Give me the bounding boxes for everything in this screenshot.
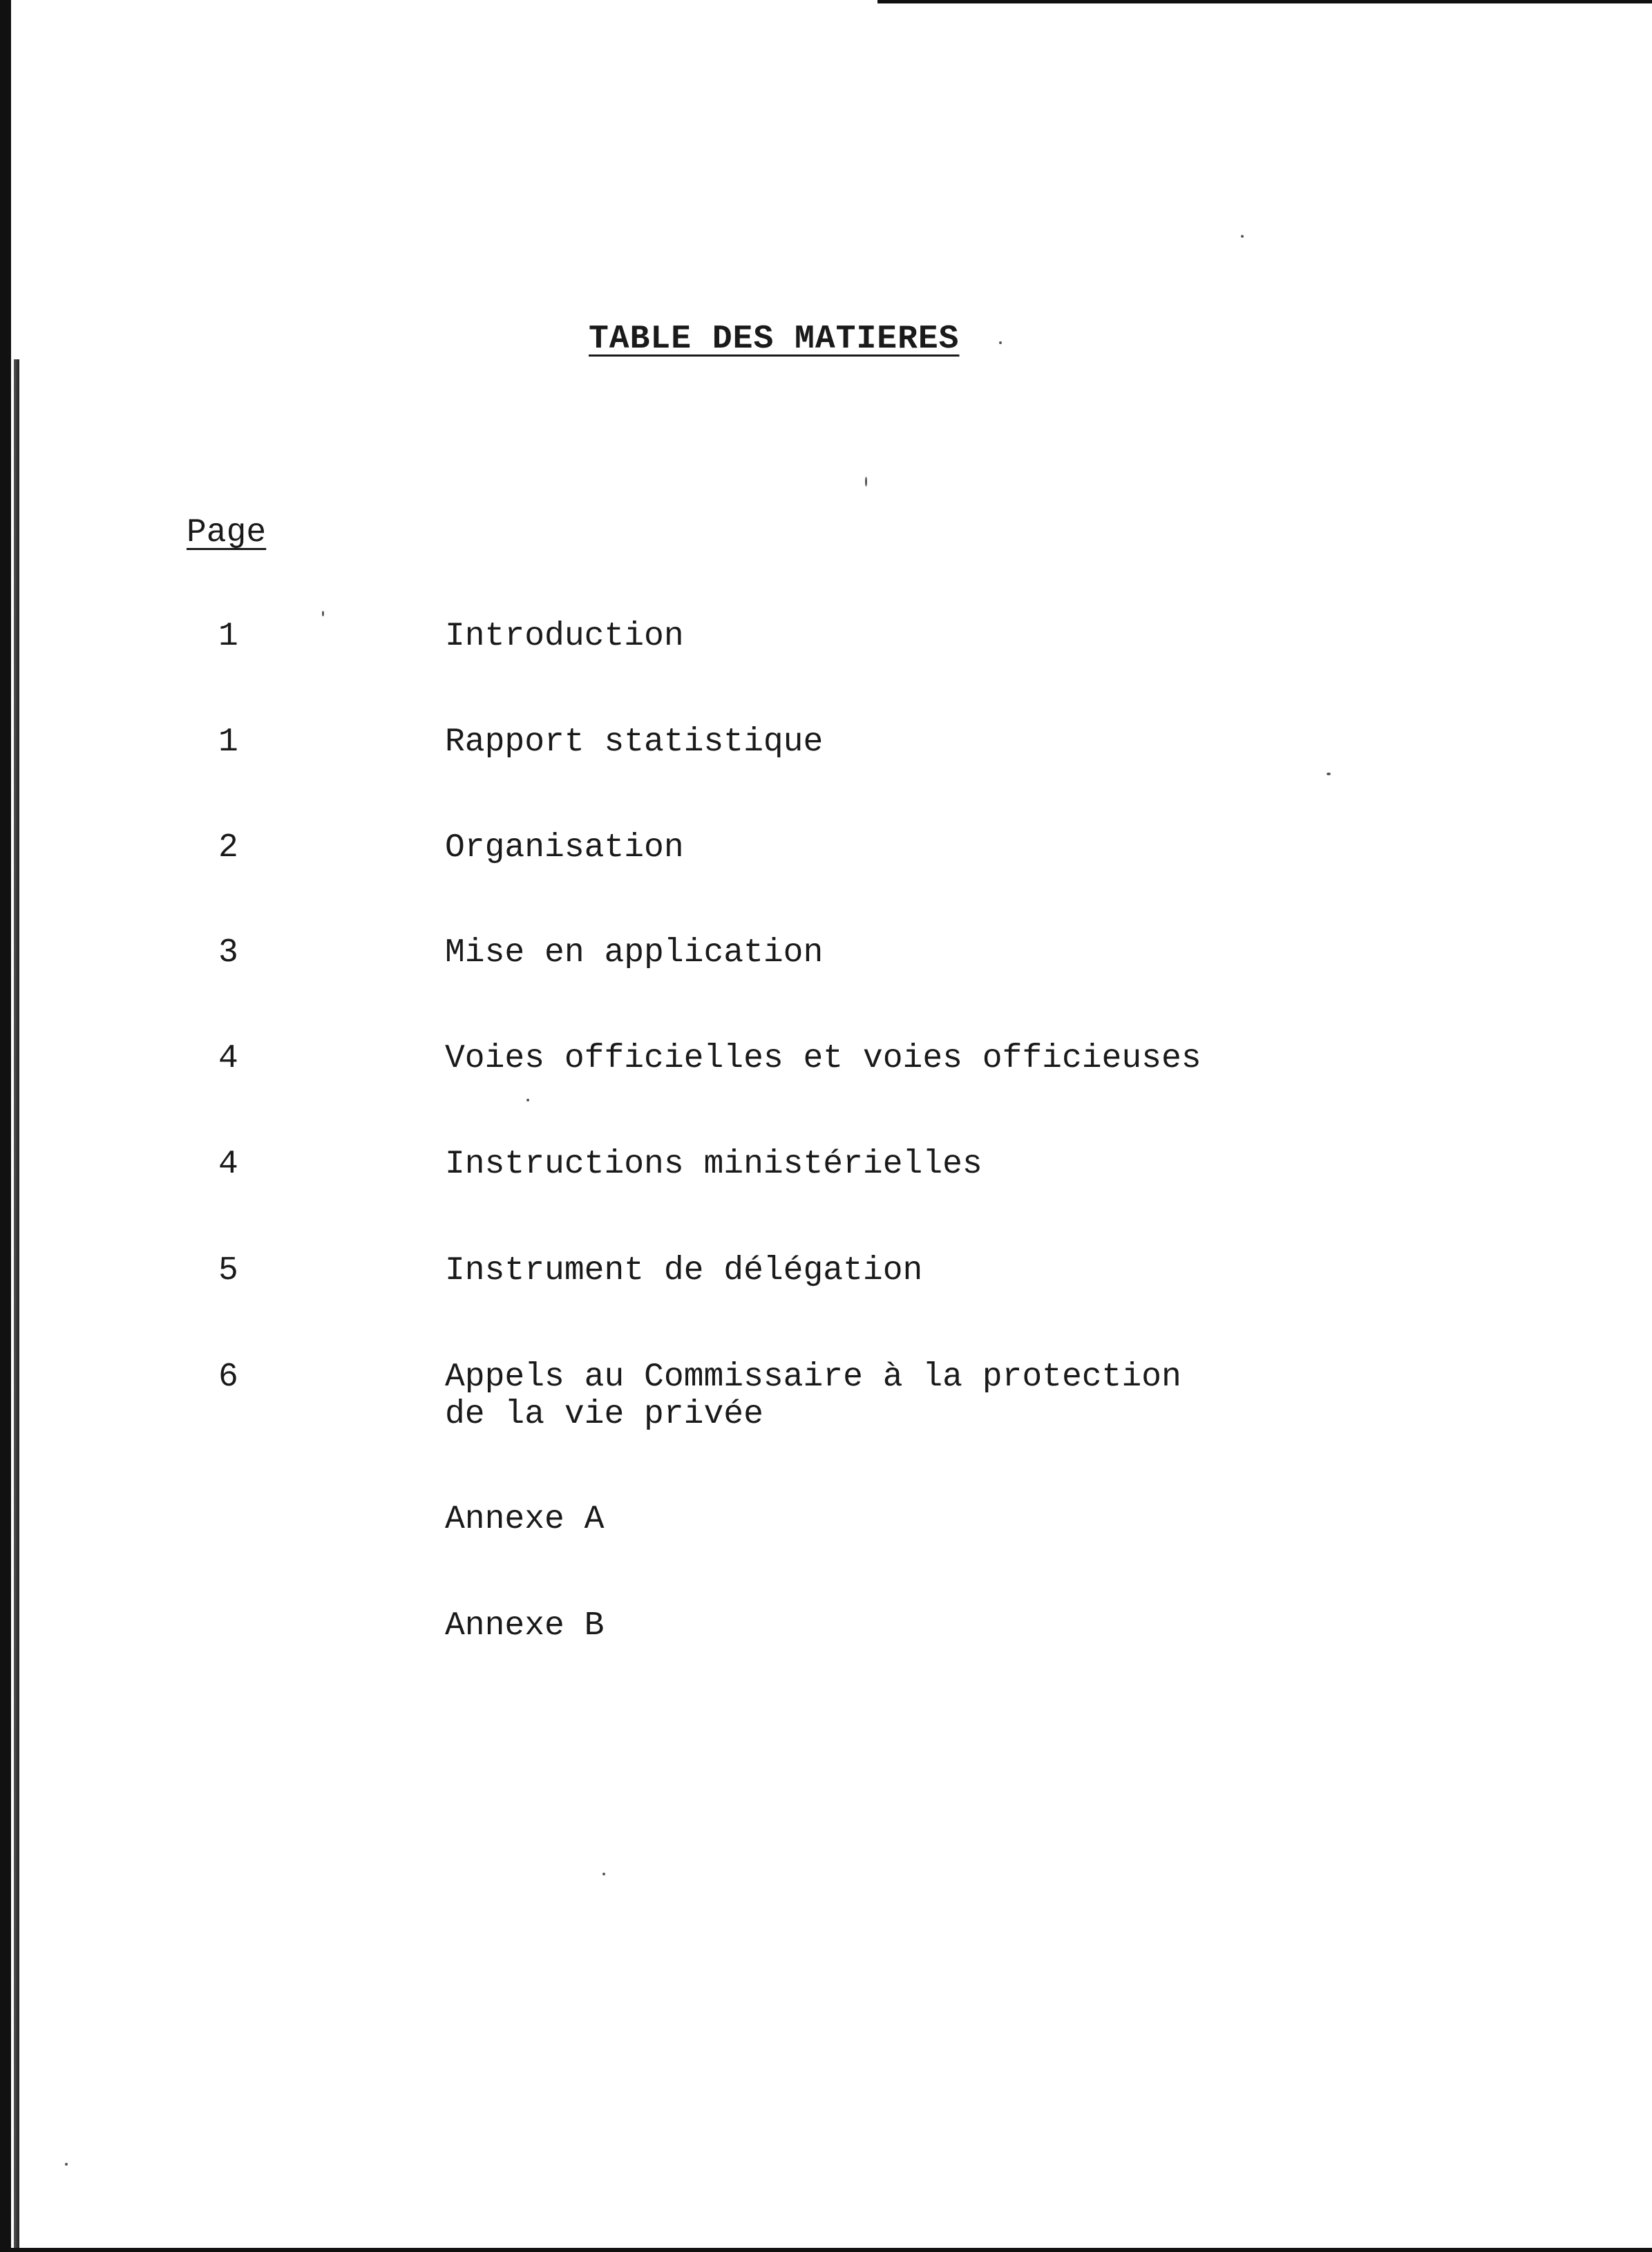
toc-entry-title: Instrument de délégation [445, 1252, 923, 1289]
toc-entry-title: Mise en application [445, 934, 824, 972]
scan-border-top [877, 0, 1652, 3]
toc-page-number: 1 [218, 618, 238, 655]
page-column-header: Page [187, 514, 267, 551]
scan-speck [65, 2163, 68, 2166]
scan-speck [602, 1873, 605, 1875]
scan-border-left-inner [14, 359, 19, 2252]
scan-speck [322, 611, 324, 616]
scan-border-bottom [0, 2248, 1652, 2252]
document-title: TABLE DES MATIERES [589, 321, 960, 359]
toc-entry-title: Introduction [445, 618, 684, 655]
toc-page-number: 2 [218, 829, 238, 867]
scan-speck [999, 341, 1002, 344]
toc-page-number: 6 [218, 1359, 238, 1396]
scan-speck [1241, 235, 1244, 238]
toc-entry-title: Organisation [445, 829, 684, 867]
scan-speck [526, 1099, 529, 1101]
toc-entry-title: Appels au Commissaire à la protection de la vie privée [445, 1359, 1181, 1433]
toc-page-number: 5 [218, 1252, 238, 1289]
toc-page-number: 3 [218, 934, 238, 972]
toc-entry-title: Annexe B [445, 1607, 605, 1645]
toc-page-number: 4 [218, 1146, 238, 1183]
toc-entry-title: Annexe A [445, 1501, 605, 1538]
scan-speck [865, 477, 867, 486]
toc-page-number: 4 [218, 1040, 238, 1077]
toc-page-number: 1 [218, 723, 238, 761]
scan-speck [1327, 773, 1331, 775]
toc-entry-title: Rapport statistique [445, 723, 824, 761]
toc-entry-title: Instructions ministérielles [445, 1146, 982, 1183]
scan-border-left [0, 0, 11, 2252]
toc-entry-title: Voies officielles et voies officieuses [445, 1040, 1202, 1077]
